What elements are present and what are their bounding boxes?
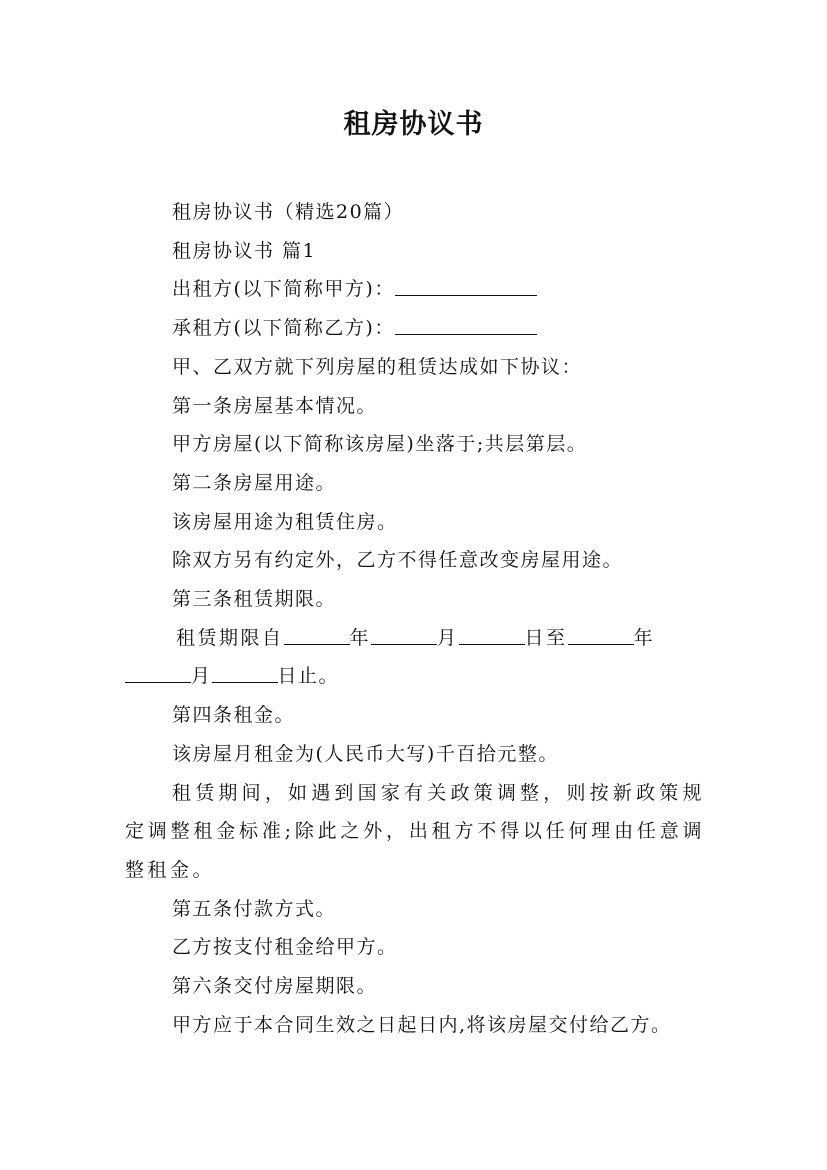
paragraph-article-1: 第一条房屋基本情况。 bbox=[172, 394, 378, 417]
end-day-unit: 日止。 bbox=[277, 665, 340, 688]
start-day-blank bbox=[459, 625, 525, 645]
paragraph-subtitle: 租房协议书（精选20篇） bbox=[172, 201, 405, 223]
paragraph-lessor bbox=[125, 270, 705, 309]
end-month-unit: 月 bbox=[191, 665, 212, 688]
lessor-label: 出租方(以下简称甲方)： bbox=[172, 278, 395, 301]
paragraph-lease-period-cont bbox=[125, 657, 705, 696]
paragraph-article-5: 第五条付款方式。 bbox=[172, 897, 337, 920]
end-day-blank bbox=[212, 663, 278, 683]
paragraph-property-location: 甲方房屋(以下简称该房屋)坐落于;共层第层。 bbox=[172, 433, 588, 456]
start-month-blank bbox=[371, 625, 437, 645]
paragraph-article-2: 第二条房屋用途。 bbox=[172, 471, 337, 494]
paragraph-article-3: 第三条租赁期限。 bbox=[172, 588, 337, 611]
end-year-unit: 年 bbox=[633, 626, 656, 649]
paragraph-article-4: 第四条租金。 bbox=[172, 704, 296, 727]
paragraph-monthly-rent: 该房屋月租金为(人民币大写)千百拾元整。 bbox=[172, 742, 559, 765]
paragraph-article-6: 第六条交付房屋期限。 bbox=[172, 975, 378, 998]
paragraph-section-heading: 租房协议书 篇1 bbox=[172, 239, 317, 262]
paragraph-payment-method: 乙方按支付租金给甲方。 bbox=[172, 936, 398, 959]
paragraph-property-use: 该房屋用途为租赁住房。 bbox=[172, 510, 398, 533]
paragraph-lease-period bbox=[125, 619, 705, 658]
paragraph-handover: 甲方应于本合同生效之日起日内,将该房屋交付给乙方。 bbox=[172, 1013, 672, 1036]
paragraph-lessee bbox=[125, 309, 705, 348]
start-year-unit: 年 bbox=[349, 626, 372, 649]
lessor-blank bbox=[395, 276, 537, 296]
start-day-unit: 日至 bbox=[524, 626, 568, 649]
paragraph-rent-adjustment: 租赁期间，如遇到国家有关政策调整，则按新政策规定调整租金标准;除此之外，出租方不得以任何理由任意调整租金。 bbox=[125, 781, 705, 881]
paragraph-agreement-intro: 甲、乙双方就下列房屋的租赁达成如下协议： bbox=[172, 355, 583, 378]
end-month-blank bbox=[125, 663, 191, 683]
start-year-blank bbox=[284, 625, 350, 645]
start-month-unit: 月 bbox=[437, 626, 459, 649]
lessee-label: 承租方(以下简称乙方)： bbox=[172, 317, 395, 340]
document-body bbox=[125, 193, 705, 1044]
end-year-blank bbox=[568, 625, 634, 645]
document-title: 租房协议书 bbox=[343, 109, 484, 140]
lessee-blank bbox=[395, 315, 537, 335]
paragraph-use-restriction: 除双方另有约定外，乙方不得任意改变房屋用途。 bbox=[172, 549, 624, 572]
lease-period-start-text: 租赁期限自 bbox=[176, 626, 284, 649]
